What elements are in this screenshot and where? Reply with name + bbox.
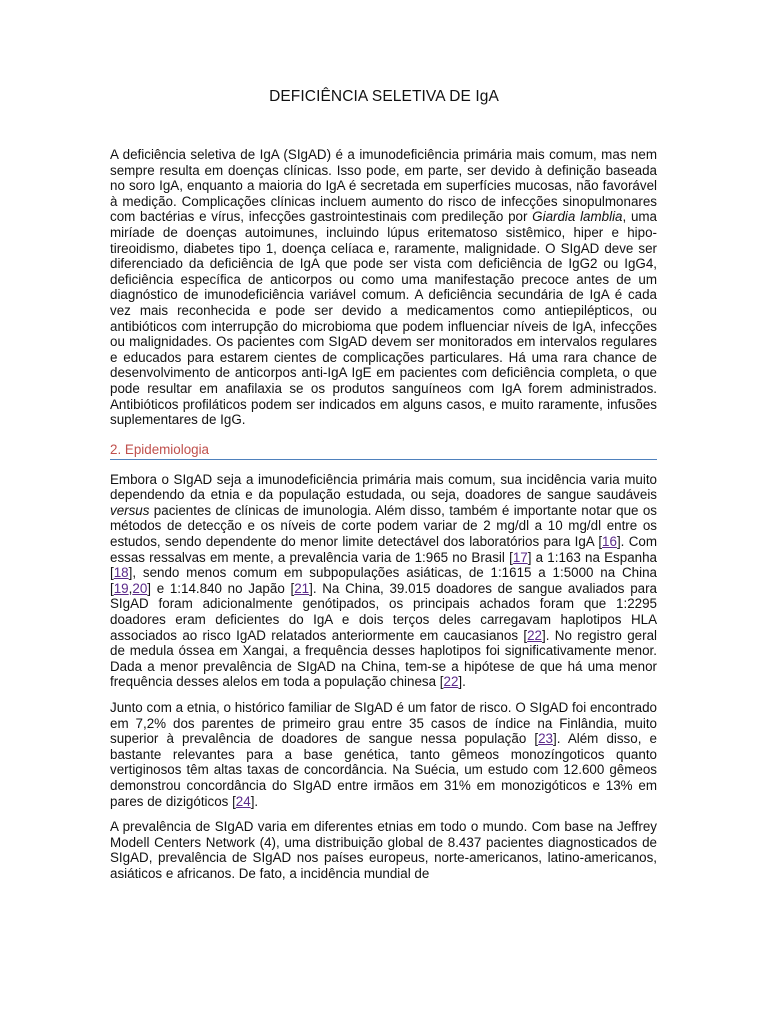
text-span: ], sendo menos comum em subpopulações asiáticas, de 1:1615 a 1:5000 na China [ xyxy=(110,565,657,596)
reference-link-22[interactable]: 22 xyxy=(527,627,542,643)
document-body xyxy=(110,147,657,892)
text-span: ]. No registro geral de medula óssea em Xangai, a frequência desses haplotipos foi significativamente menor. Dada a menor prevalência de SIgAD na China, tem-se a hipótese de que há uma menor frequência desses alelos em toda a população chinesa [ xyxy=(110,627,657,690)
text-span: ]. xyxy=(458,674,466,690)
text-span: Embora o SIgAD seja a imunodeficiência primária mais comum, sua incidência varia muito dependendo da etnia e da população estudada, ou seja, doadores de sangue saudáveis xyxy=(110,471,657,503)
reference-link-24[interactable]: 24 xyxy=(235,793,251,809)
intro-italic-term: Giardia lamblia xyxy=(532,209,623,225)
reference-link-22-second[interactable]: 22 xyxy=(443,674,459,690)
reference-link-17[interactable]: 17 xyxy=(512,549,528,565)
text-span: ]. xyxy=(250,793,259,809)
reference-link-20[interactable]: 20 xyxy=(132,580,148,596)
intro-text-part-2: , uma miríade de doenças autoimunes, incluindo lúpus eritematoso sistêmico, hiper e hipo-tireoidismo, diabetes tipo 1, doença celíaca e, raramente, malignidade. O SIgAD deve ser diferenciado da deficiência de IgA que pode ser vista com deficiência de IgG2 ou IgG4, deficiência específica de anticorpos ou como uma manifestação precoce antes de um diagnóstico de imunodeficiência variável comum. A deficiência secundária de IgA é cada vez mais reconhecida e pode ser devido a medicamentos como antiepilépticos, ou antibióticos com interrupção do microbioma que podem influenciar níveis de IgA, infecções ou malignidades. Os pacientes com SIgAD devem ser monitorados em intervalos regulares e educados para estarem cientes de complicações particulares. Há uma rara chance de desenvolvimento de anticorpos anti-IgA IgE em pacientes com deficiência completa, o que pode resultar em anafilaxia se os produtos sanguíneos com IgA forem administrados. Antibióticos profiláticos podem ser indicados em alguns casos, e muito raramente, infusões suplementares de IgG. xyxy=(110,209,657,428)
epidemiology-paragraph-2 xyxy=(110,700,657,809)
intro-text-part-1: A deficiência seletiva de IgA (SIgAD) é a imunodeficiência primária mais comum, mas nem sempre resulta em doenças clínicas. Isso pode, em parte, ser devido à definição baseada no soro IgA, enquanto a maioria do IgA é secretada em superfícies mucosas, não favorável à medição. Complicações clínicas incluem aumento do risco de infecções sinopulmonares com bactérias e vírus, infecções gastrointestinais com predileção por xyxy=(110,147,657,225)
text-span: ] a 1:163 na Espanha [ xyxy=(110,549,657,581)
text-span: ]. Na China, 39.015 doadores de sangue avaliados para SIgAD foram adicionalmente genótipados, os principais achados foram que 1:2295 doadores eram deficientes do IgA e dois terços deles carregavam haplotipos HLA associados ao risco IgAD relatados anteriormente em caucasianos [ xyxy=(110,580,658,643)
epidemiology-paragraph-1 xyxy=(110,472,657,690)
section-heading-epidemiologia: 2. Epidemiologia xyxy=(110,442,657,460)
text-span: ]. Com essas ressalvas em mente, a prevalência varia de 1:965 no Brasil [ xyxy=(110,534,657,565)
reference-link-18[interactable]: 18 xyxy=(113,565,129,581)
text-span: ] e 1:14.840 no Japão [ xyxy=(147,580,295,596)
epidemiology-paragraph-3: A prevalência de SIgAD varia em diferentes etnias em todo o mundo. Com base na Jeffrey Modell Centers Network (4), uma distribuição global de 8.437 pacientes diagnosticados de SIgAD, prevalência de SIgAD nos países europeus, norte-americanos, latino-americanos, asiáticos e africanos. De fato, a incidência mundial de xyxy=(110,819,657,881)
italic-term: versus xyxy=(110,502,150,518)
text-span: , xyxy=(128,580,133,596)
reference-link-21[interactable]: 21 xyxy=(294,580,310,596)
reference-link-23[interactable]: 23 xyxy=(538,731,554,747)
intro-paragraph xyxy=(110,147,657,428)
reference-link-19[interactable]: 19 xyxy=(113,580,129,596)
text-span: ]. Além disso, e bastante relevantes para a base genética, tanto gêmeos monozíngoticos quanto vertiginosos têm altas taxas de concordância. Na Suécia, um estudo com 12.600 gêmeos demonstrou concordância do SIgAD entre irmãos em 31% em monozigóticos e 13% em pares de dizigóticos [ xyxy=(110,731,657,809)
reference-link-16[interactable]: 16 xyxy=(602,534,617,550)
text-span: pacientes de clínicas de imunologia. Além disso, também é importante notar que os métodos de detecção e os níveis de corte podem variar de 2 mg/dl a 10 mg/dl entre os estudos, sendo dependente do menor limite detectável dos laboratórios para IgA [ xyxy=(110,502,657,550)
document-title: DEFICIÊNCIA SELETIVA DE IgA xyxy=(269,88,499,105)
text-span: Junto com a etnia, o histórico familiar de SIgAD é um fator de risco. O SIgAD foi encontrado em 7,2% dos parentes de primeiro grau entre 35 casos de índice na Finlândia, muito superior à prevalência de doadores de sangue nessa população [ xyxy=(110,700,657,747)
